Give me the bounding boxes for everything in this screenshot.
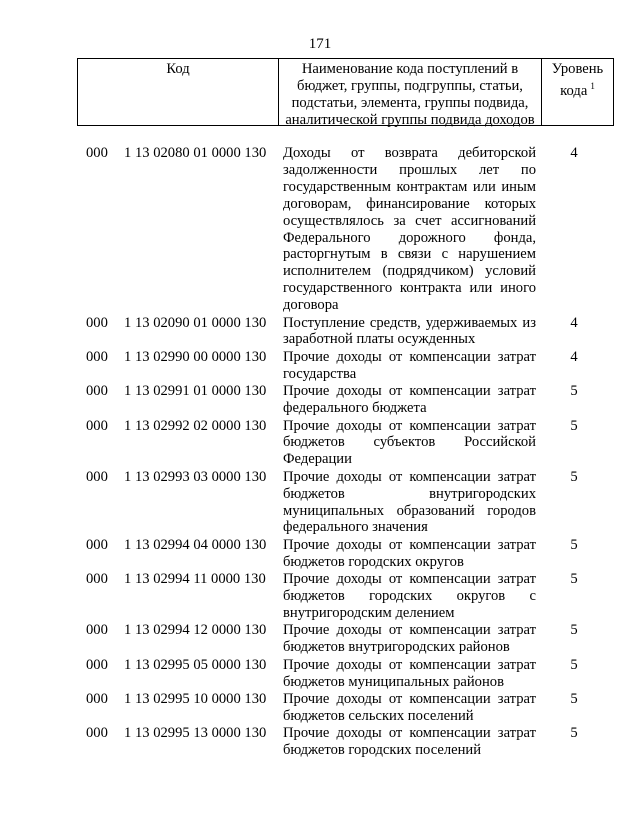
row-level: 5 [570,571,578,588]
row-prefix: 000 [86,417,108,434]
row-prefix: 000 [86,725,108,742]
row-level: 4 [570,145,578,161]
row-level: 5 [570,536,578,553]
row-level: 5 [570,383,578,400]
row-level: 5 [570,691,578,707]
row-code: 1 13 02991 01 0000 130 [124,383,267,400]
row-level: 5 [570,622,578,639]
row-name: Прочие доходы от компенсации затрат бюджетов городских округов с внутригородским делением [283,571,536,621]
row-prefix: 000 [86,145,108,161]
row-name: Прочие доходы от компенсации затрат государства [283,348,536,382]
row-level: 5 [570,468,578,485]
table-row [0,691,640,725]
header-level-label: Уровень кода [551,61,604,99]
page-number: 171 [308,36,332,52]
row-name: Прочие доходы от компенсации затрат федерального бюджета [283,383,536,417]
row-level: 4 [570,348,578,365]
row-prefix: 000 [86,691,108,707]
table-row [0,145,640,314]
row-level: 5 [570,417,578,434]
row-code: 1 13 02995 05 0000 130 [124,656,267,673]
row-prefix: 000 [86,622,108,639]
header-code [78,59,279,125]
header-name [279,59,542,128]
row-code: 1 13 02994 12 0000 130 [124,622,267,639]
row-prefix: 000 [86,314,108,331]
row-code: 1 13 02080 01 0000 130 [124,145,267,161]
row-code: 1 13 02994 04 0000 130 [124,536,267,553]
table-row [0,657,640,691]
row-level: 5 [570,725,578,742]
row-name: Доходы от возврата дебиторской задолженности прошлых лет по государственным контрактам или иным договорам, финансирование которых осуществлялось за счет ассигнований Федерального дорожного фонда, расторгнутым в связи с нарушением исполнителем (подрядчиком) условий государственного контракта или иного договора [283,145,536,314]
row-code: 1 13 02990 00 0000 130 [124,348,267,365]
table-body [0,145,640,760]
row-prefix: 000 [86,656,108,673]
row-name: Поступление средств, удерживаемых из заработной платы осужденных [283,314,536,348]
table-header [77,58,614,126]
table-row [0,622,640,656]
header-name-label: Наименование кода поступлений в бюджет, группы, подгруппы, статьи, подстатьи, элемента, группы подвида, аналитической группы подвида доходов [285,61,535,128]
table-row [0,315,640,349]
row-level: 4 [570,314,578,331]
header-level [542,59,613,125]
row-prefix: 000 [86,468,108,485]
row-code: 1 13 02993 03 0000 130 [124,468,267,485]
row-prefix: 000 [86,383,108,400]
row-name: Прочие доходы от компенсации затрат бюджетов субъектов Российской Федерации [283,417,536,468]
header-code-label: Код [166,61,190,77]
row-code: 1 13 02992 02 0000 130 [124,417,267,434]
row-name: Прочие доходы от компенсации затрат бюджетов городских поселений [283,725,536,759]
table-row [0,349,640,383]
row-code: 1 13 02995 13 0000 130 [124,725,267,742]
row-name: Прочие доходы от компенсации затрат бюджетов внутригородских муниципальных образований городов федерального значения [283,468,536,536]
table-row [0,537,640,571]
row-code: 1 13 02090 01 0000 130 [124,314,267,331]
table-row [0,418,640,469]
row-name: Прочие доходы от компенсации затрат бюджетов внутригородских районов [283,622,536,656]
header-level-footnote: 1 [590,80,595,91]
table-row [0,571,640,622]
row-prefix: 000 [86,536,108,553]
table-row [0,725,640,759]
row-name: Прочие доходы от компенсации затрат бюджетов муниципальных районов [283,656,536,690]
row-prefix: 000 [86,348,108,365]
row-level: 5 [570,656,578,673]
row-prefix: 000 [86,571,108,588]
row-name: Прочие доходы от компенсации затрат бюджетов сельских поселений [283,691,536,724]
row-code: 1 13 02994 11 0000 130 [124,571,266,588]
row-name: Прочие доходы от компенсации затрат бюджетов городских округов [283,536,536,570]
table-row [0,469,640,537]
row-code: 1 13 02995 10 0000 130 [124,691,267,707]
table-row [0,383,640,417]
